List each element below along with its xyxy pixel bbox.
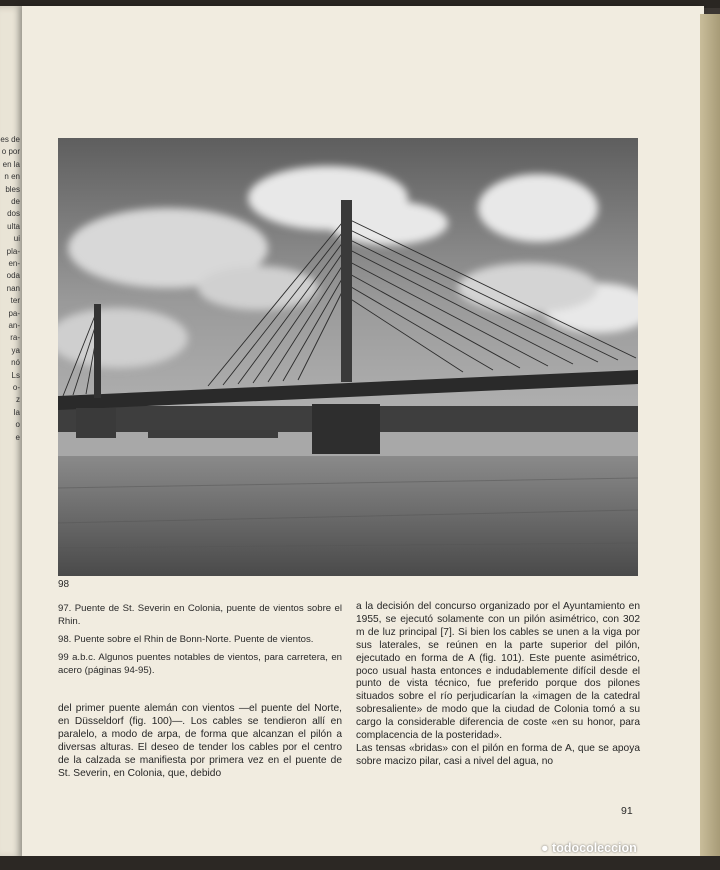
left-page-fragment: n en — [4, 172, 20, 182]
left-page-fragment: pla- — [6, 246, 20, 256]
left-page-fragment: ter — [10, 296, 20, 306]
page-stack-edge — [700, 14, 720, 860]
background-bottom — [0, 856, 720, 870]
body-text-left-column: del primer puente alemán con vientos —el puente del Norte, en Düsseldorf (fig. 100)—. Los cables se tendieron allí en paralelo, a modo de arpa, de forma que alcanzan el pilón a diversas alturas. El deseo de tender los cables por el centro de la calzada se manifiesta por primera vez en el puente de St. Severin, en Colonia, que, debido — [58, 703, 342, 779]
left-page-fragment: an- — [8, 321, 20, 330]
main-pylon — [341, 200, 352, 382]
left-page-fragment: z — [16, 395, 20, 405]
left-page-fragment: es de — [0, 135, 20, 144]
body-paragraph-2: Las tensas «bridas» con el pilón en forma de A, que se apoya sobre macizo pilar, casi a nivel del agua, no — [356, 742, 640, 767]
left-page-fragment: de — [11, 197, 20, 206]
page-number: 91 — [621, 805, 633, 817]
caption-97: 97. Puente de St. Severin en Colonia, puente de vientos sobre el Rhin. — [58, 603, 342, 627]
body-paragraph-1: a la decisión del concurso organizado por el Ayuntamiento en 1955, se ejecutó solamente con un pilón asimétrico, con 302 m de luz principal [7]. Si bien los cables se unen a la viga por sus laterales, se reúnen en la parte superior del pilón, ejecutado en forma de A (fig. 101). Este puente asimétrico, poco usual hasta entonces e indudablemente difícil desde el punto de vista técnico, fue preferido porque dos pilones situados sobre el río perjudicarían la «imagen de la catedral sobresaliente» de modo que la ciudad de Colonia tomó a su cargo la considerable diferencia de coste «en su honor, para complacencia de la posteridad». — [356, 601, 640, 742]
watermark-logo — [541, 841, 637, 855]
left-page-fragment: e — [15, 432, 20, 442]
barge — [148, 430, 278, 438]
left-page-fragment: pa- — [8, 308, 20, 318]
figure-number: 98 — [58, 579, 70, 590]
left-page-fragment: bles — [5, 184, 20, 194]
left-page-fragment: o- — [12, 383, 20, 392]
body-text-right-column — [356, 601, 640, 769]
left-page-fragment: o — [15, 420, 20, 430]
left-page-fragment: Ia — [13, 407, 20, 417]
caption-99: 99 a.b.c. Algunos puentes notables de vientos, para carretera, en acero (páginas 94-95). — [58, 652, 342, 676]
left-page-fragment: en- — [8, 259, 20, 268]
left-page-fragment: o por — [1, 147, 20, 157]
left-page-fragment: ulta — [7, 221, 20, 231]
left-page-fragment: nan — [6, 283, 20, 293]
left-page-fragment: ra- — [10, 333, 20, 343]
secondary-pylon — [94, 304, 101, 398]
left-page-fragment: nó — [11, 358, 20, 368]
watermark-icon: ● — [541, 841, 549, 855]
left-page-fragment: en la — [2, 159, 20, 169]
left-pier — [76, 408, 116, 438]
left-page-fragment: ui — [13, 234, 20, 244]
left-page-fragment: Ls — [11, 370, 20, 380]
caption-98: 98. Puente sobre el Rhin de Bonn-Norte. Puente de vientos. — [58, 634, 314, 645]
figure-captions — [58, 602, 342, 682]
left-page-fragment: dos — [7, 209, 20, 219]
bridge-photograph — [58, 138, 638, 576]
pier — [312, 404, 380, 454]
left-page-fragment: ya — [11, 345, 20, 355]
left-page-fragment: oda — [6, 271, 20, 281]
watermark-text: todocoleccion — [552, 841, 637, 855]
